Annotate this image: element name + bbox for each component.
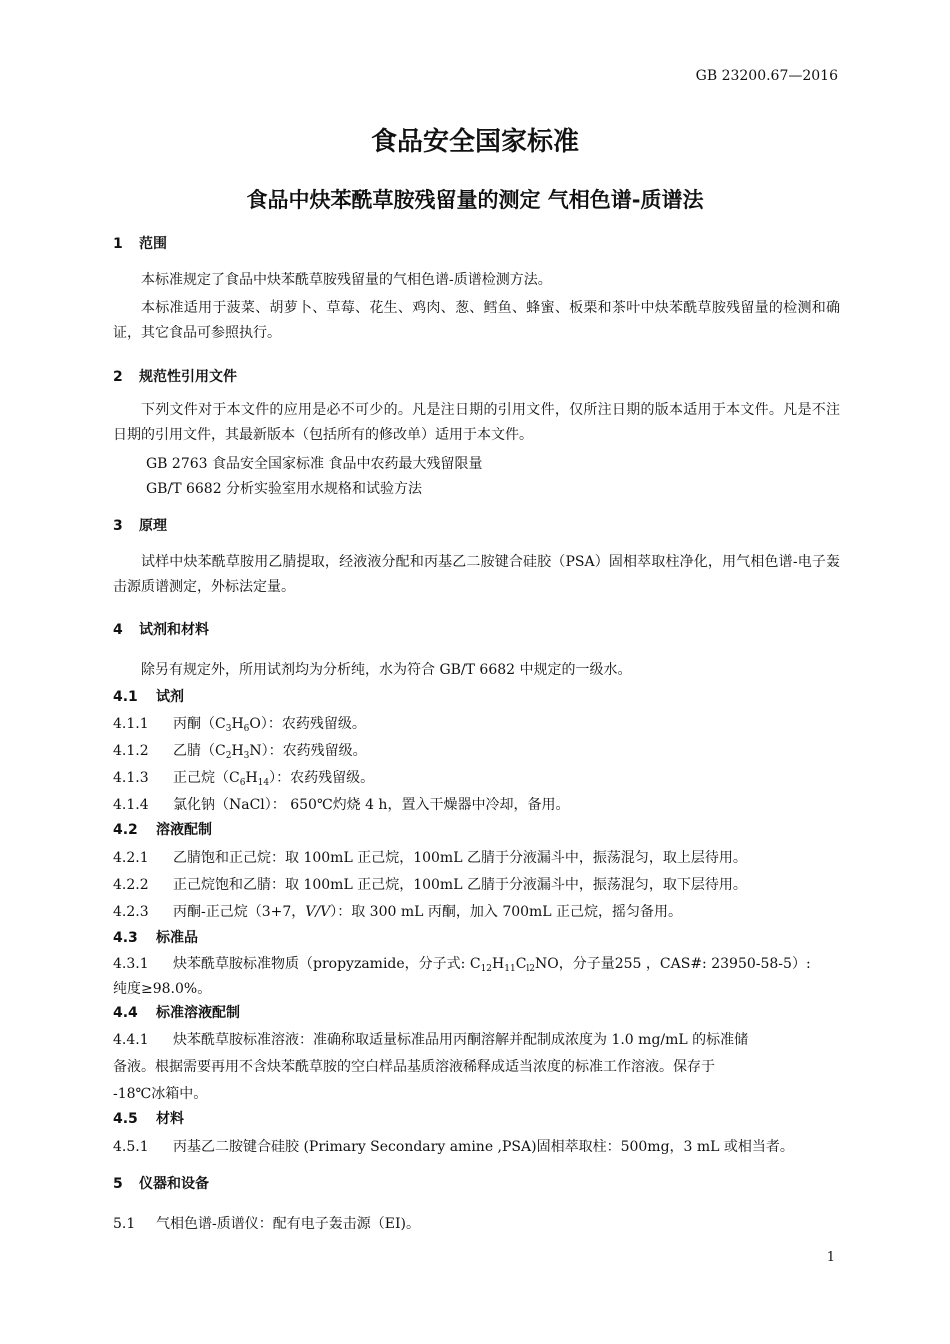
item-5-1: 5.1 气相色谱-质谱仪：配有电子轰击源（EI)。	[113, 1216, 420, 1232]
item-4-1-1: 4.1.1 丙酮$(C_3H_6O)$：农药残留级。	[113, 716, 366, 734]
section-number: 5	[113, 1176, 123, 1192]
section-2-paragraph-1: 下列文件对于本文件的应用是必不可少的。凡是注日期的引用文件，仅所注日期的版本适用于本文件。凡是不注日期的引用文件，其最新版本（包括所有的修改单）适用于本文件。	[113, 402, 840, 443]
section-2-heading	[113, 366, 237, 386]
subsection-title: 试剂	[156, 689, 184, 705]
subsection-4-5-heading	[113, 1108, 184, 1128]
section-1-paragraph-1: 本标准规定了食品中炔苯酰草胺残留量的气相色谱-质谱检测方法。	[141, 272, 552, 288]
subsection-number: 4.3	[113, 930, 138, 946]
item-4-2-3: 4.2.3 丙酮-正己烷（3+7，V/V）：取 300 mL 丙酮，加入 700mL 正己烷，摇匀备用。	[113, 904, 683, 920]
subsection-4-2-heading	[113, 819, 212, 839]
item-4-1-4: 4.1.4 氯化钠（NaCl）： 650℃灼烧 4 h，置入干燥器中冷却，备用。	[113, 797, 570, 813]
section-4-heading	[113, 619, 209, 639]
section-1-paragraph-2: 本标准适用于菠菜、胡萝卜、草莓、花生、鸡肉、葱、鳕鱼、蜂蜜、板栗和茶叶中炔苯酰草胺残留量的检测和确证，其它食品可参照执行。	[113, 300, 840, 341]
item-4-4-1: 4.4.1 炔苯酰草胺标准溶液：准确称取适量标准品用丙酮溶解并配制成浓度为 1.0 mg/mL 的标准储	[113, 1032, 749, 1048]
subsection-number: 4.5	[113, 1111, 138, 1127]
section-number: 2	[113, 369, 123, 385]
item-4-4-1-line-3: -18℃冰箱中。	[113, 1086, 208, 1102]
item-4-3-1: 4.3.1 炔苯酰草胺标准物质（propyzamide，分子式: $C_{12}H_{11}C_{l2}NO$，分子量255 ，CAS#: 23950-58-5）:	[113, 956, 811, 974]
item-4-5-1: 4.5.1 丙基乙二胺键合硅胶 (Primary Secondary amine ,PSA)固相萃取柱：500mg，3 mL 或相当者。	[113, 1139, 794, 1155]
item-4-4-1-line-2: 备液。根据需要再用不含炔苯酰草胺的空白样品基质溶液稀释成适当浓度的标准工作溶液。保存于	[113, 1059, 715, 1075]
subsection-4-3-heading	[113, 927, 198, 947]
item-4-2-1: 4.2.1 乙腈饱和正己烷：取 100mL 正己烷，100mL 乙腈于分液漏斗中，振荡混匀，取上层待用。	[113, 850, 747, 866]
page-number: 1	[826, 1250, 835, 1265]
section-number: 1	[113, 236, 123, 252]
section-3-heading	[113, 515, 167, 535]
document-subtitle: 食品中炔苯酰草胺残留量的测定 气相色谱-质谱法	[246, 188, 704, 212]
item-4-3-1-continuation: 纯度≥98.0%。	[113, 981, 212, 997]
section-1-heading	[113, 233, 167, 253]
section-5-heading	[113, 1173, 209, 1193]
subsection-number: 4.1	[113, 689, 138, 705]
subsection-number: 4.2	[113, 822, 138, 838]
subsection-title: 溶液配制	[156, 822, 212, 838]
item-4-2-2: 4.2.2 正己烷饱和乙腈：取 100mL 正己烷，100mL 乙腈于分液漏斗中，振荡混匀，取下层待用。	[113, 877, 747, 893]
subsection-title: 标准溶液配制	[156, 1005, 240, 1021]
standard-code: GB 23200.67—2016	[695, 68, 838, 84]
section-title: 仪器和设备	[139, 1176, 209, 1192]
section-title: 规范性引用文件	[139, 369, 237, 385]
subsection-title: 材料	[156, 1111, 184, 1127]
section-4-paragraph-1: 除另有规定外，所用试剂均为分析纯，水为符合 GB/T 6682 中规定的一级水。	[141, 662, 632, 678]
section-number: 4	[113, 622, 123, 638]
subsection-title: 标准品	[156, 930, 198, 946]
reference-gb-2763: GB 2763 食品安全国家标准 食品中农药最大残留限量	[146, 456, 483, 472]
section-number: 3	[113, 518, 123, 534]
item-4-1-2: 4.1.2 乙腈$(C_2H_3N)$：农药残留级。	[113, 743, 367, 761]
subsection-number: 4.4	[113, 1005, 138, 1021]
subsection-4-4-heading	[113, 1002, 240, 1022]
section-title: 试剂和材料	[139, 622, 209, 638]
item-4-1-3: 4.1.3 正己烷$(C_6H_{14})$：农药残留级。	[113, 770, 375, 788]
document-title: 食品安全国家标准	[370, 127, 579, 157]
section-title: 范围	[139, 236, 167, 252]
subsection-4-1-heading	[113, 686, 184, 706]
section-title: 原理	[139, 518, 167, 534]
section-3-paragraph-1: 试样中炔苯酰草胺用乙腈提取，经液液分配和丙基乙二胺键合硅胶（PSA）固相萃取柱净化，用气相色谱-电子轰击源质谱测定，外标法定量。	[113, 554, 840, 595]
reference-gb-t-6682: GB/T 6682 分析实验室用水规格和试验方法	[146, 481, 423, 497]
